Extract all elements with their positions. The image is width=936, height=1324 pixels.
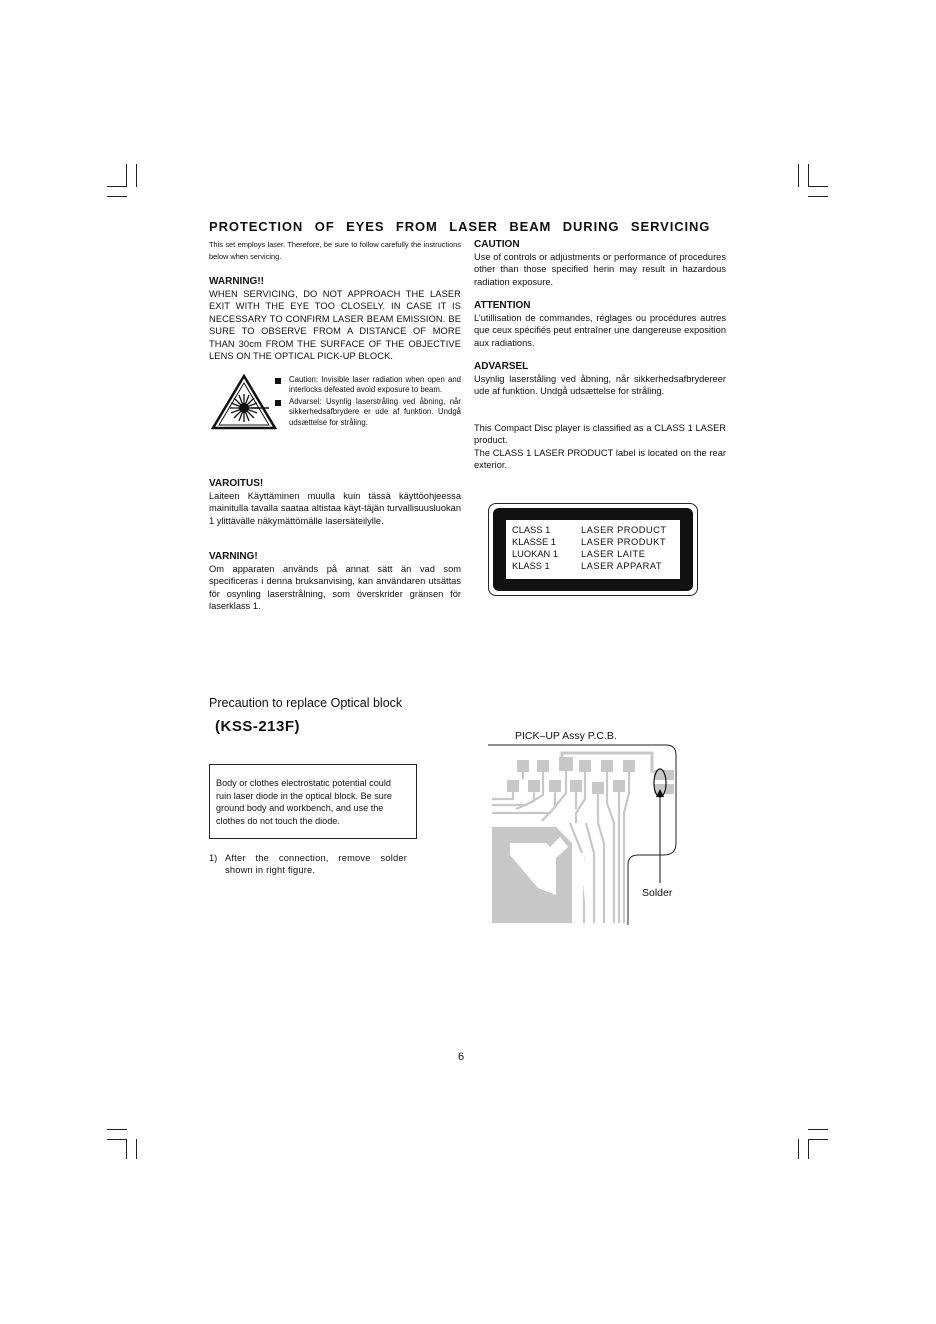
warning-text: WHEN SERVICING, DO NOT APPROACH THE LASER EXIT WITH THE EYE TOO CLOSELY. IN CASE IT IS NECESSARY TO CONFIRM LASER BEAM EMISSION. BE SURE TO OBSERVE FROM A DISTANCE OF MORE THAN 30cm FROM THE SURFACE OF THE OBJECTIVE LENS ON THE OPTICAL PICK-UP BLOCK. (209, 289, 461, 362)
bullet-caution-text: Caution: Invisible laser radiation when open and interlocks defeated avoid exposure to beam. (289, 375, 461, 395)
label-product: LASER LAITE (581, 549, 646, 559)
intro-text: This set employs laser. Therefore, be sure to follow carefully the instructions below when servicing. (209, 240, 461, 261)
caution-heading: CAUTION (474, 239, 520, 250)
bullet-advarsel-text: Advarsel: Usynlig laserstråling ved åbning, når sikkerhedsafbrydere er ude af funktion. Undgå udsættelse for stråling. (289, 396, 461, 427)
crop-mark (107, 186, 127, 187)
label-class: LUOKAN 1 (512, 549, 558, 559)
label-row (512, 536, 667, 548)
caution-text: Use of controls or adjustments or performance of procedures other than those specified herin may result in hazardous radiation exposure. (474, 252, 726, 287)
advarsel-heading: ADVARSEL (474, 361, 529, 372)
crop-mark (808, 1129, 828, 1130)
varning-heading: VARNING! (209, 551, 258, 562)
crop-mark (808, 1139, 828, 1140)
class-1-laser-label (488, 503, 698, 596)
label-row (512, 560, 663, 572)
precaution-title: Precaution to replace Optical block (209, 696, 403, 710)
label-row (512, 548, 646, 560)
pcb-pads (507, 757, 674, 794)
crop-mark (798, 164, 799, 187)
laser-warning-triangle-icon (211, 374, 277, 430)
warning-heading: WARNING!! (209, 276, 264, 287)
crop-mark (808, 196, 828, 197)
crop-mark (107, 1129, 127, 1130)
page-title: PROTECTION OF EYES FROM LASER BEAM DURING SERVICING (209, 219, 711, 234)
attention-text: L’utillisation de commandes, réglages ou procédures autres que ceux spécifiés peut entraîner une dangereuse exposition aux radiations. (474, 313, 726, 348)
pcb-copper-strip (492, 843, 506, 903)
precaution-box-text: Body or clothes electrostatic potential could ruin laser diode in the optical block. Be sure ground body and workbench, and use the clothes do not touch the diode. (216, 778, 392, 826)
crop-mark (107, 1139, 127, 1140)
bullet-item (275, 375, 461, 396)
bullet-square-icon (275, 378, 281, 384)
step-number: 1) (209, 853, 218, 863)
crop-mark (808, 164, 809, 187)
bullet-item (275, 397, 461, 428)
pcb-label: PICK–UP Assy P.C.B. (515, 730, 617, 742)
crop-mark (126, 1139, 127, 1159)
crop-mark (808, 186, 828, 187)
precaution-box (209, 764, 417, 839)
crop-mark (798, 1139, 799, 1159)
crop-mark (126, 164, 127, 187)
step-text: After the connection, remove solder shown in right figure. (225, 853, 407, 876)
page-number: 6 (458, 1051, 465, 1063)
solder-label: Solder (642, 887, 673, 899)
varoitus-heading: VAROITUS! (209, 478, 264, 489)
crop-mark (107, 196, 127, 197)
laser-caution-bullets (275, 375, 461, 429)
crop-mark (136, 1139, 137, 1159)
label-product: LASER PRODUCT (581, 525, 667, 535)
bullet-square-icon (275, 400, 281, 406)
label-row (512, 524, 667, 536)
label-class: CLASS 1 (512, 525, 551, 535)
model-number: (KSS-213F) (215, 718, 301, 735)
label-product: LASER PRODUKT (581, 537, 667, 547)
attention-heading: ATTENTION (474, 300, 531, 311)
varoitus-text: Laiteen Käyttäminen muulla kuin tässä käyttöohjeessa mainitulla tavalla saataa altistaa käyt-täjän turvallisuusluokan 1 ylittävälle näkymättömälle lasersäteilylle. (209, 491, 461, 526)
label-class: KLASSE 1 (512, 537, 556, 547)
pcb-figure (486, 743, 681, 925)
crop-mark (136, 164, 137, 187)
label-product: LASER APPARAT (581, 561, 663, 571)
class-info-line1: This Compact Disc player is classified as a CLASS 1 LASER product. (474, 423, 726, 446)
advarsel-text: Usynlig laserståling ved åbning, når sikkerhedsafbrydereer ude af funktion. Undgå udsættelse for stråling. (474, 374, 726, 397)
varning-text: Om apparaten används på annat sätt än vad som specificeras i denna bruksanvising, kan användaren utsättas för osynling laserstrålning, som överskrider gränsen för laserklass 1. (209, 564, 461, 612)
class-info-line2: The CLASS 1 LASER PRODUCT label is located on the rear exterior. (474, 448, 726, 471)
crop-mark (808, 1139, 809, 1159)
label-class: KLASS 1 (512, 561, 550, 571)
